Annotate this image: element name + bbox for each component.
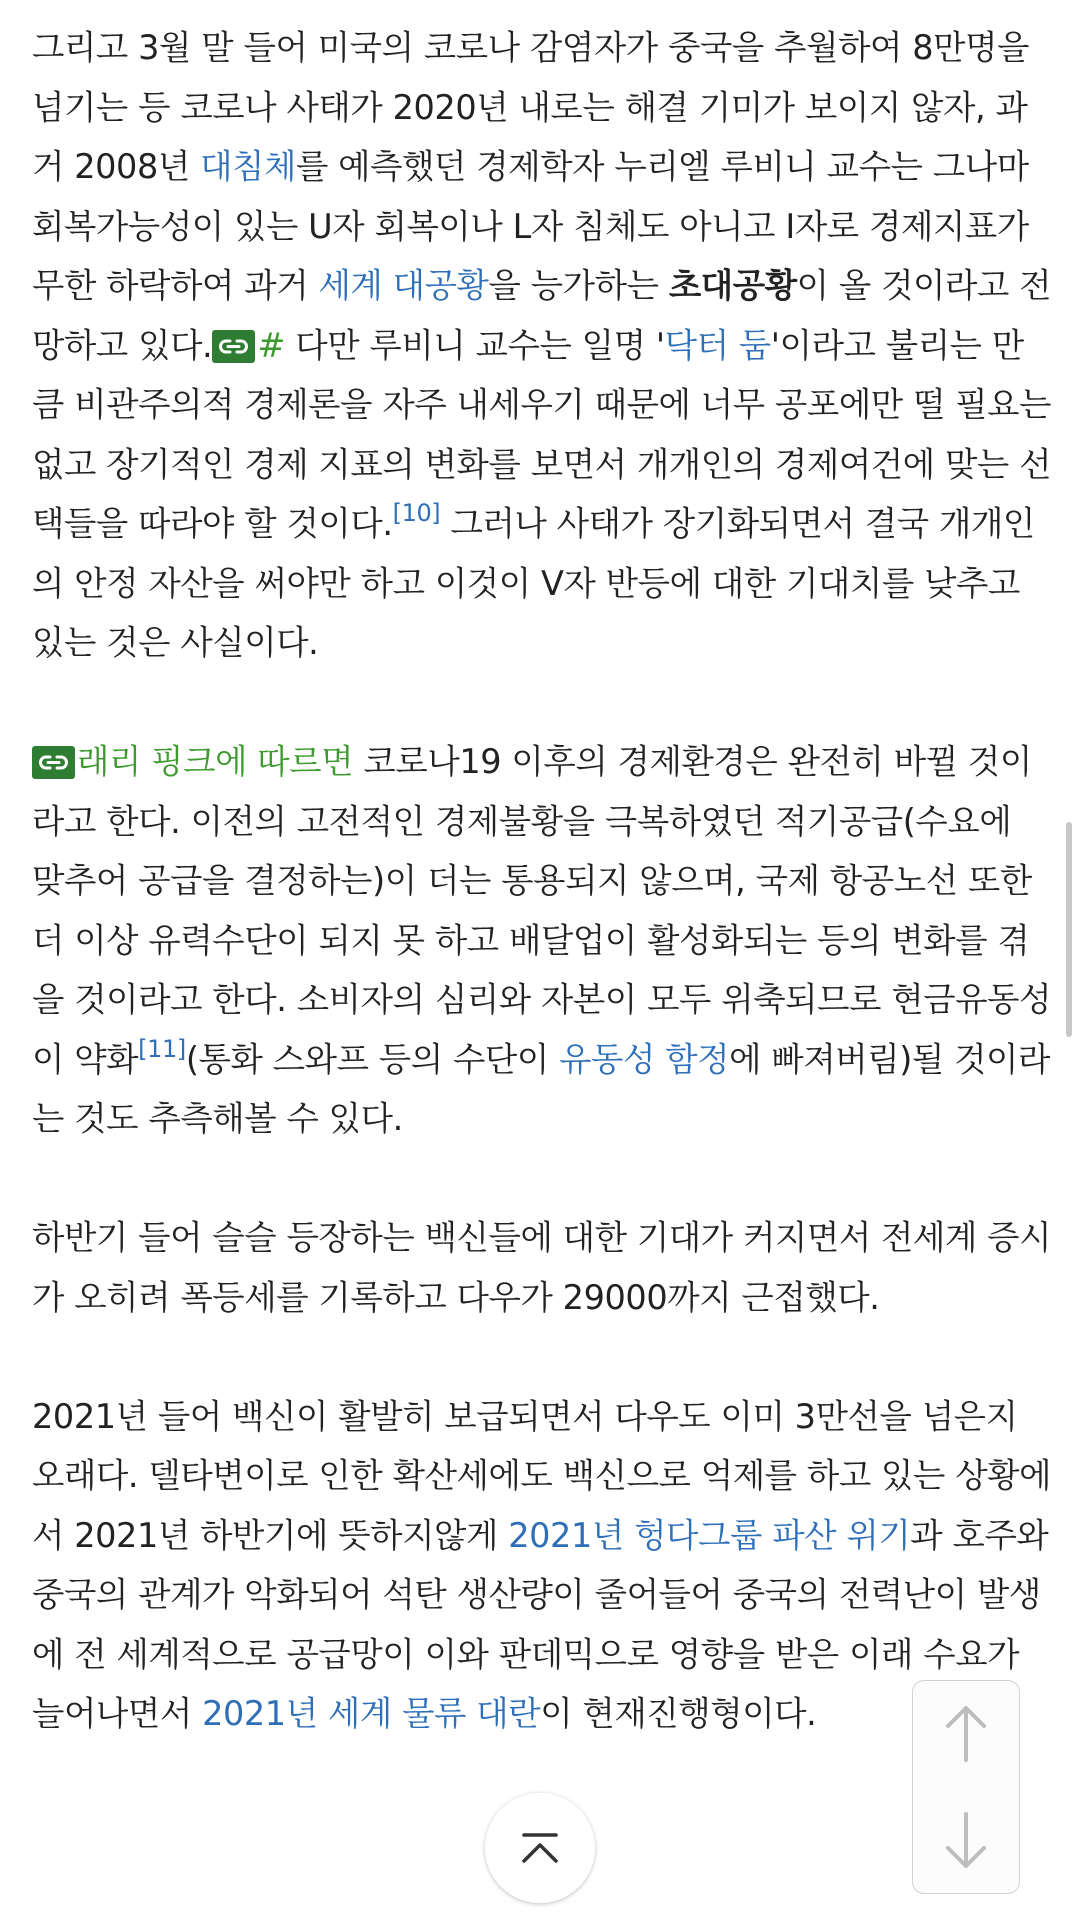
text: 들어 미국의 코로나 감염자가 중국을 추월하여 8만명을 넘기는 등 코로나 사태가 2020년 내로는 해결 기미가 보이지 않자,	[32, 28, 1030, 127]
link-logistics-crisis[interactable]: 2021년 세계 물류 대란	[202, 1694, 541, 1733]
article-body	[32, 18, 1052, 1744]
arrow-down-icon	[943, 1810, 989, 1870]
link-evergrande-crisis[interactable]: 2021년 헝다그룹 파산 위기	[508, 1515, 911, 1555]
text: 과거 2008년	[32, 87, 1028, 186]
highlight-decline	[32, 266, 669, 305]
text: (통화 스와프 등의 수단이	[185, 1039, 560, 1079]
footnote-10[interactable]: [10]	[392, 499, 441, 527]
text: 그리고	[32, 28, 139, 67]
scroll-nav-panel	[912, 1680, 1020, 1894]
scroll-to-top-button[interactable]	[485, 1793, 595, 1903]
text: 코로나19 이후의 경제환경은 완전히 바뀔 것이라고 한다. 이전의 고전적인 경제불황을 극복하였던 적기공급(수요에 맞추어 공급을 결정하는)이 더는 통용되지 않으며, 국제 항공노선 또한 더 이상 유력수단이 되지 못 하고 배달업이 활성화되는 등의 변화를 겪을 것이라고 한다. 소비자의 심리와 자본이 모두 위축되므로 현금유동성이 약화	[32, 742, 1052, 1079]
paragraph-2	[32, 732, 1052, 1149]
text: 하고 있다.	[63, 325, 213, 365]
highlight-march: 3월 말	[138, 28, 234, 67]
footnote-11[interactable]: [11]	[138, 1034, 186, 1063]
text: 이 현재진행형이다.	[540, 1694, 817, 1733]
paragraph-3: 하반기 들어 슬슬 등장하는 백신들에 대한 기대가 커지면서 전세계 증시가 오히려 폭등세를 기록하고 다우가 29000까지 근접했다.	[32, 1218, 1052, 1317]
text: 교수는 그나마 회복가능성이 있는 U자 회복이나 L자 침체도 아니고 I자로 경제지표가	[32, 147, 1029, 246]
spacer	[32, 1149, 1052, 1209]
link-liquidity-trap[interactable]: 유동성 함정	[559, 1039, 730, 1079]
link-larry-fink[interactable]	[32, 742, 353, 781]
chevron-up-icon	[518, 1831, 562, 1865]
link-great-recession[interactable]: 대침체	[200, 147, 296, 186]
text: 를 예측했던 경제학자 누리엘 루비니	[295, 147, 817, 186]
text: 무한 하락하여 과거	[32, 266, 319, 305]
link-dr-doom[interactable]: 닥터 둠	[664, 325, 771, 365]
spacer	[32, 1327, 1052, 1387]
paragraph-4	[32, 1387, 1052, 1744]
arrow-up-icon	[943, 1704, 989, 1764]
hash-label: #	[257, 325, 285, 365]
scroll-down-button[interactable]	[913, 1787, 1019, 1893]
scrollbar[interactable]	[1066, 822, 1072, 1037]
text: '이라고 불리는 만큼 비관주의적 경제론을 자주 내세우기 때문에 너무 공포에만 떨 필요는 없고 장기적인 경제 지표의 변화를 보면서 개개인의 경제여건에 맞는 선택들을 따라야 할 것이다.	[32, 325, 1052, 543]
text: 그러나 사태가 장기화되면서 결국 개개인의 안정 자산을 써야만 하고 이것이 V자 반등에 대한 기대치를 낮추고 있는 것은 사실이다.	[32, 504, 1035, 662]
text: 에 빠져버림)될 것이라는 것도 추측해볼 수 있다.	[32, 1039, 1050, 1138]
link-great-depression[interactable]: 세계 대공황	[318, 266, 489, 305]
paragraph-1	[32, 18, 1052, 673]
chain-link-icon	[212, 330, 255, 363]
text: 을 능가하는	[488, 266, 669, 305]
text: 이 올 것이라고 전망	[32, 266, 1052, 365]
bold-super-depression: 초대공황	[668, 266, 797, 305]
spacer	[32, 673, 1052, 733]
text: 과 호주와 중국의 관계가 악화되어 석탄 생산량이 줄어들어 중국의 전력난이 발생에 전 세계적으로 공급망이 이와 판데믹으로 영향을 받은 이래 수요가 늘어나면서	[32, 1515, 1049, 1733]
text: 2021년 들어 백신이 활발히 보급되면서 다우도 이미 3만선을 넘은지 오래다. 델타변이로 인한 확산세에도 백신으로 억제를 하고 있는 상황에서 2021년 하반기에 뜻하지않게	[32, 1396, 1052, 1555]
scroll-up-button[interactable]	[913, 1681, 1019, 1787]
text: 다만 루비니 교수는 일명 '	[284, 325, 665, 365]
link-label: 래리 핑크에 따르면	[77, 742, 354, 781]
external-source-link[interactable]	[212, 326, 285, 365]
chain-link-icon	[32, 746, 75, 779]
